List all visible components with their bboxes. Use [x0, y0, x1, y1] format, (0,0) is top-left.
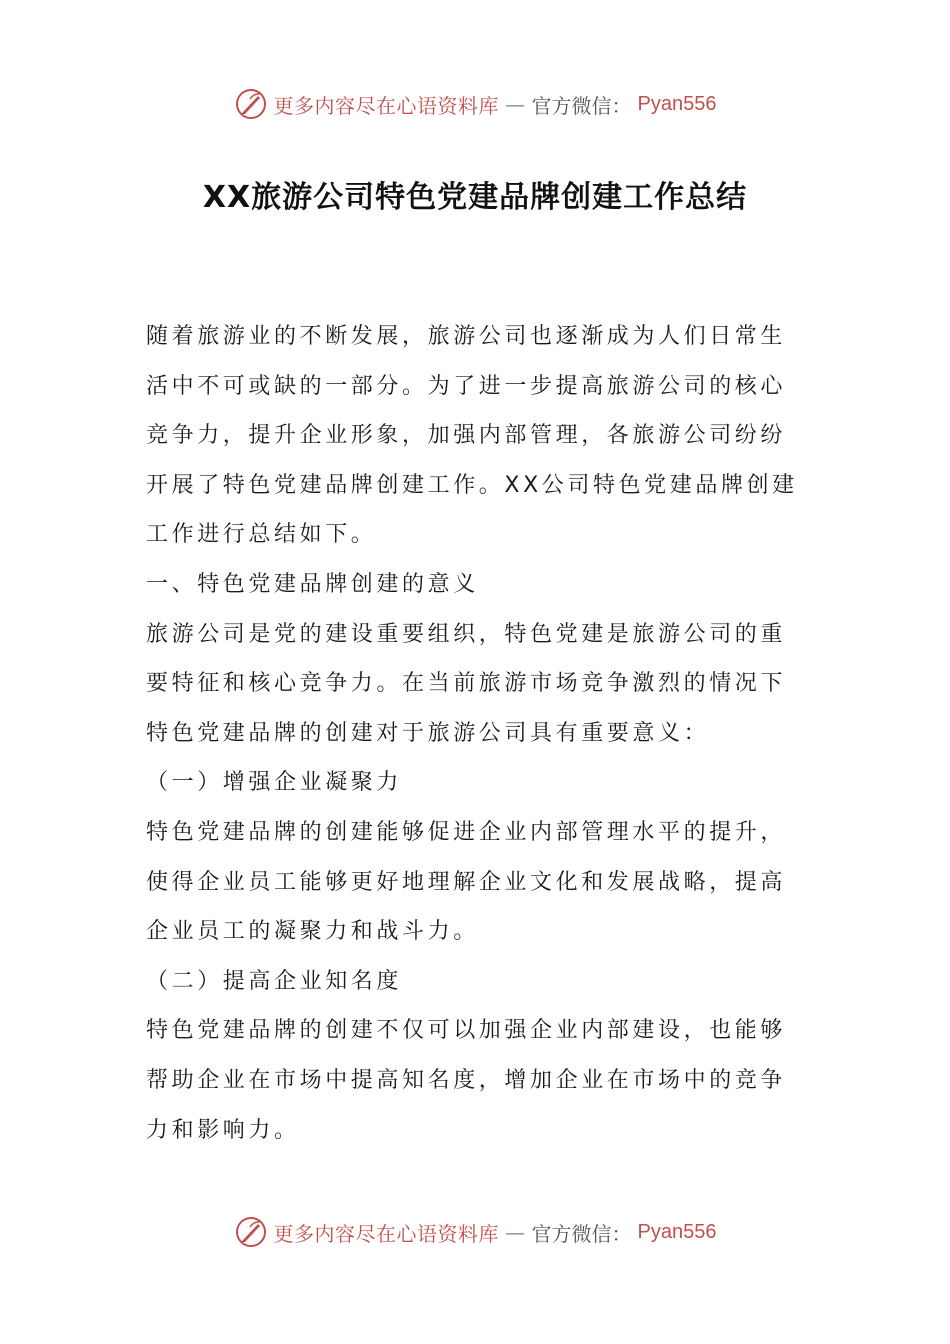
body-line: 帮助企业在市场中提高知名度，增加企业在市场中的竞争: [146, 1067, 787, 1093]
section-heading: 一、特色党建品牌创建的意义: [146, 571, 479, 597]
body-line: 工作进行总结如下。: [146, 522, 377, 548]
body-line: 竞争力，提升企业形象，加强内部管理，各旅游公司纷纷: [146, 423, 787, 449]
body-line: 旅游公司是党的建设重要组织，特色党建是旅游公司的重: [146, 621, 787, 647]
body-line: 随着旅游业的不断发展，旅游公司也逐渐成为人们日常生: [146, 324, 787, 349]
watermark-text: 更多内容尽在心语资料库: [273, 1221, 500, 1246]
body-line: 特色党建品牌的创建不仅可以加强企业内部建设，也能够: [146, 1018, 787, 1044]
body-line: 特色党建品牌的创建对于旅游公司具有重要意义：: [146, 720, 710, 746]
quill-logo-icon: [234, 87, 268, 121]
body-line: 使得企业员工能够更好地理解企业文化和发展战略，提高: [146, 869, 787, 895]
watermark-separator: —: [505, 1220, 526, 1244]
header-watermark: [0, 84, 950, 124]
body-line: 要特征和核心竞争力。在当前旅游市场竞争激烈的情况下: [146, 671, 787, 697]
body-line: 开展了特色党建品牌创建工作。XX公司特色党建品牌创建: [146, 472, 798, 498]
body-line: 活中不可或缺的一部分。为了进一步提高旅游公司的核心: [146, 373, 787, 399]
document-title: XX旅游公司特色党建品牌创建工作总结: [202, 180, 748, 215]
watermark-text: 更多内容尽在心语资料库: [273, 93, 500, 118]
watermark-wechat-label: 官方微信：: [531, 1221, 632, 1246]
subsection-heading: （一）增强企业凝聚力: [146, 770, 403, 796]
subsection-heading: （二）提高企业知名度: [146, 968, 403, 994]
watermark-wechat-id: Pyan556: [637, 1220, 717, 1243]
body-line: 力和影响力。: [146, 1117, 300, 1143]
watermark-separator: —: [505, 92, 526, 116]
watermark-wechat-label: 官方微信：: [531, 93, 632, 118]
body-line: 企业员工的凝聚力和战斗力。: [146, 919, 479, 945]
watermark-wechat-id: Pyan556: [637, 92, 717, 115]
document-body: [146, 312, 808, 1155]
body-line: 特色党建品牌的创建能够促进企业内部管理水平的提升，: [146, 819, 787, 845]
quill-logo-icon: [234, 1215, 268, 1249]
footer-watermark: [0, 1212, 950, 1252]
